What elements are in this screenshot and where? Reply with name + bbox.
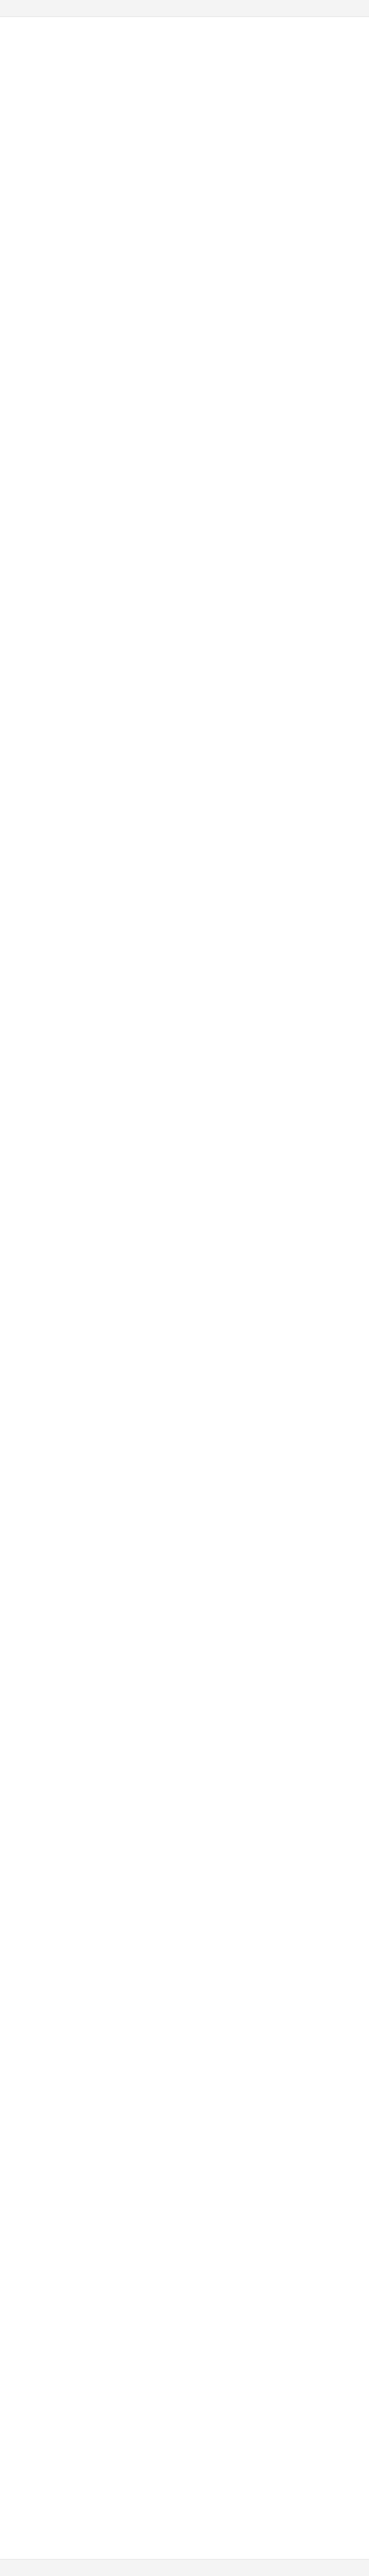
top-bar [0,0,369,17]
bottom-bar [0,2559,369,2576]
story-content [17,25,352,2546]
